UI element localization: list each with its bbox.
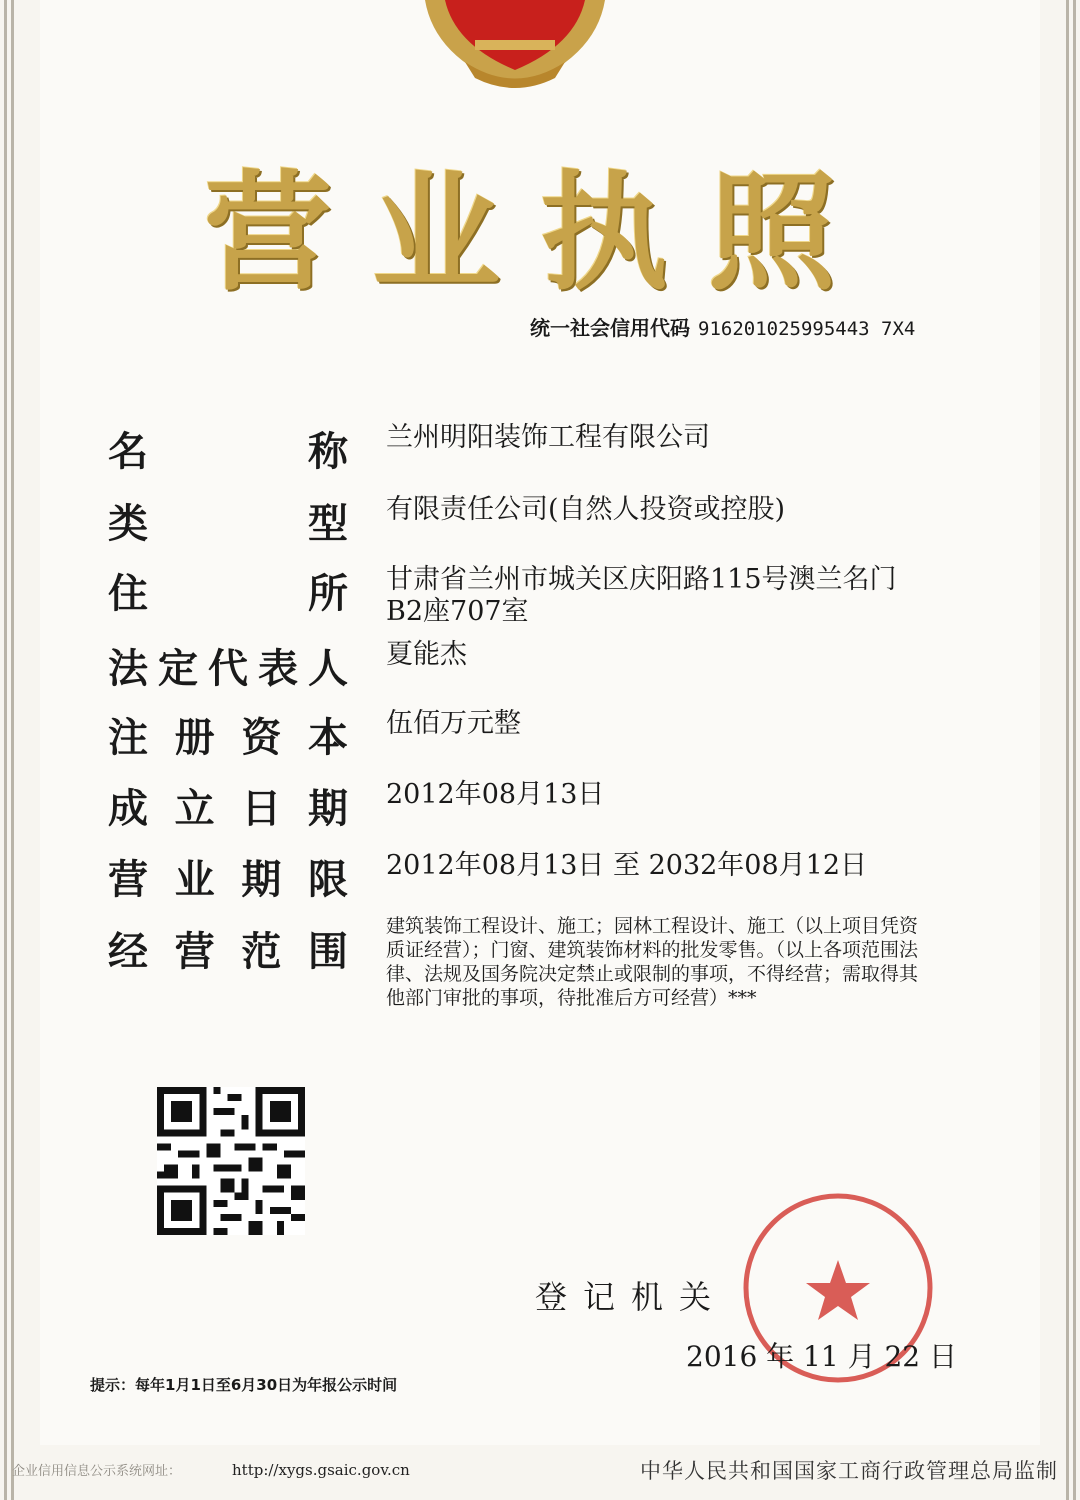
- field-label: 注 册 资 本: [108, 715, 348, 761]
- field-label: 经 营 范 围: [108, 929, 348, 975]
- footer-system-label: 企业信用信息公示系统网址：: [12, 1464, 182, 1479]
- legal-representative: 夏能杰: [386, 639, 467, 670]
- company-address: 甘肃省兰州市城关区庆阳路115号澳兰名门B2座707室: [386, 564, 897, 627]
- field-label: 法 定 代 表 人: [108, 646, 348, 692]
- issue-date: 2016 年 11 月 22 日: [686, 1340, 958, 1373]
- business-term: 2012年08月13日 至 2032年08月12日: [386, 850, 868, 881]
- field-label: 成 立 日 期: [108, 786, 348, 832]
- annual-report-hint: 提示：每年1月1日至6月30日为年报公示时间: [90, 1376, 398, 1394]
- credit-code-label: 统一社会信用代码: [530, 316, 690, 340]
- document-title: 营业执照: [203, 158, 876, 308]
- field-label: 营 业 期 限: [108, 857, 348, 903]
- company-type: 有限责任公司(自然人投资或控股): [386, 494, 786, 525]
- field-label: 名 称: [108, 429, 348, 475]
- credit-code-value: 916201025995443 7X4: [698, 318, 916, 340]
- registration-authority-label: 登记机关: [535, 1278, 728, 1316]
- footer-issuer: 中华人民共和国国家工商行政管理总局监制: [640, 1459, 1058, 1483]
- qr-code[interactable]: [157, 1087, 305, 1235]
- footer-url[interactable]: http://xygs.gsaic.gov.cn: [232, 1461, 410, 1479]
- establishment-date: 2012年08月13日: [386, 779, 605, 810]
- credit-code: [530, 312, 915, 341]
- registered-capital: 伍佰万元整: [386, 708, 521, 739]
- national-emblem-icon: [405, 0, 625, 95]
- business-scope: 建筑装饰工程设计、施工；园林工程设计、施工（以上项目凭资质证经营）；门窗、建筑装饰材料的批发零售。（以上各项范围法律、法规及国务院决定禁止或限制的事项，不得经营；需取得其他部门审批的事项，待批准后方可经营）***: [386, 915, 919, 1009]
- company-name: 兰州明阳装饰工程有限公司: [386, 422, 710, 453]
- field-label: 住 所: [108, 571, 348, 617]
- field-label: 类 型: [108, 501, 348, 547]
